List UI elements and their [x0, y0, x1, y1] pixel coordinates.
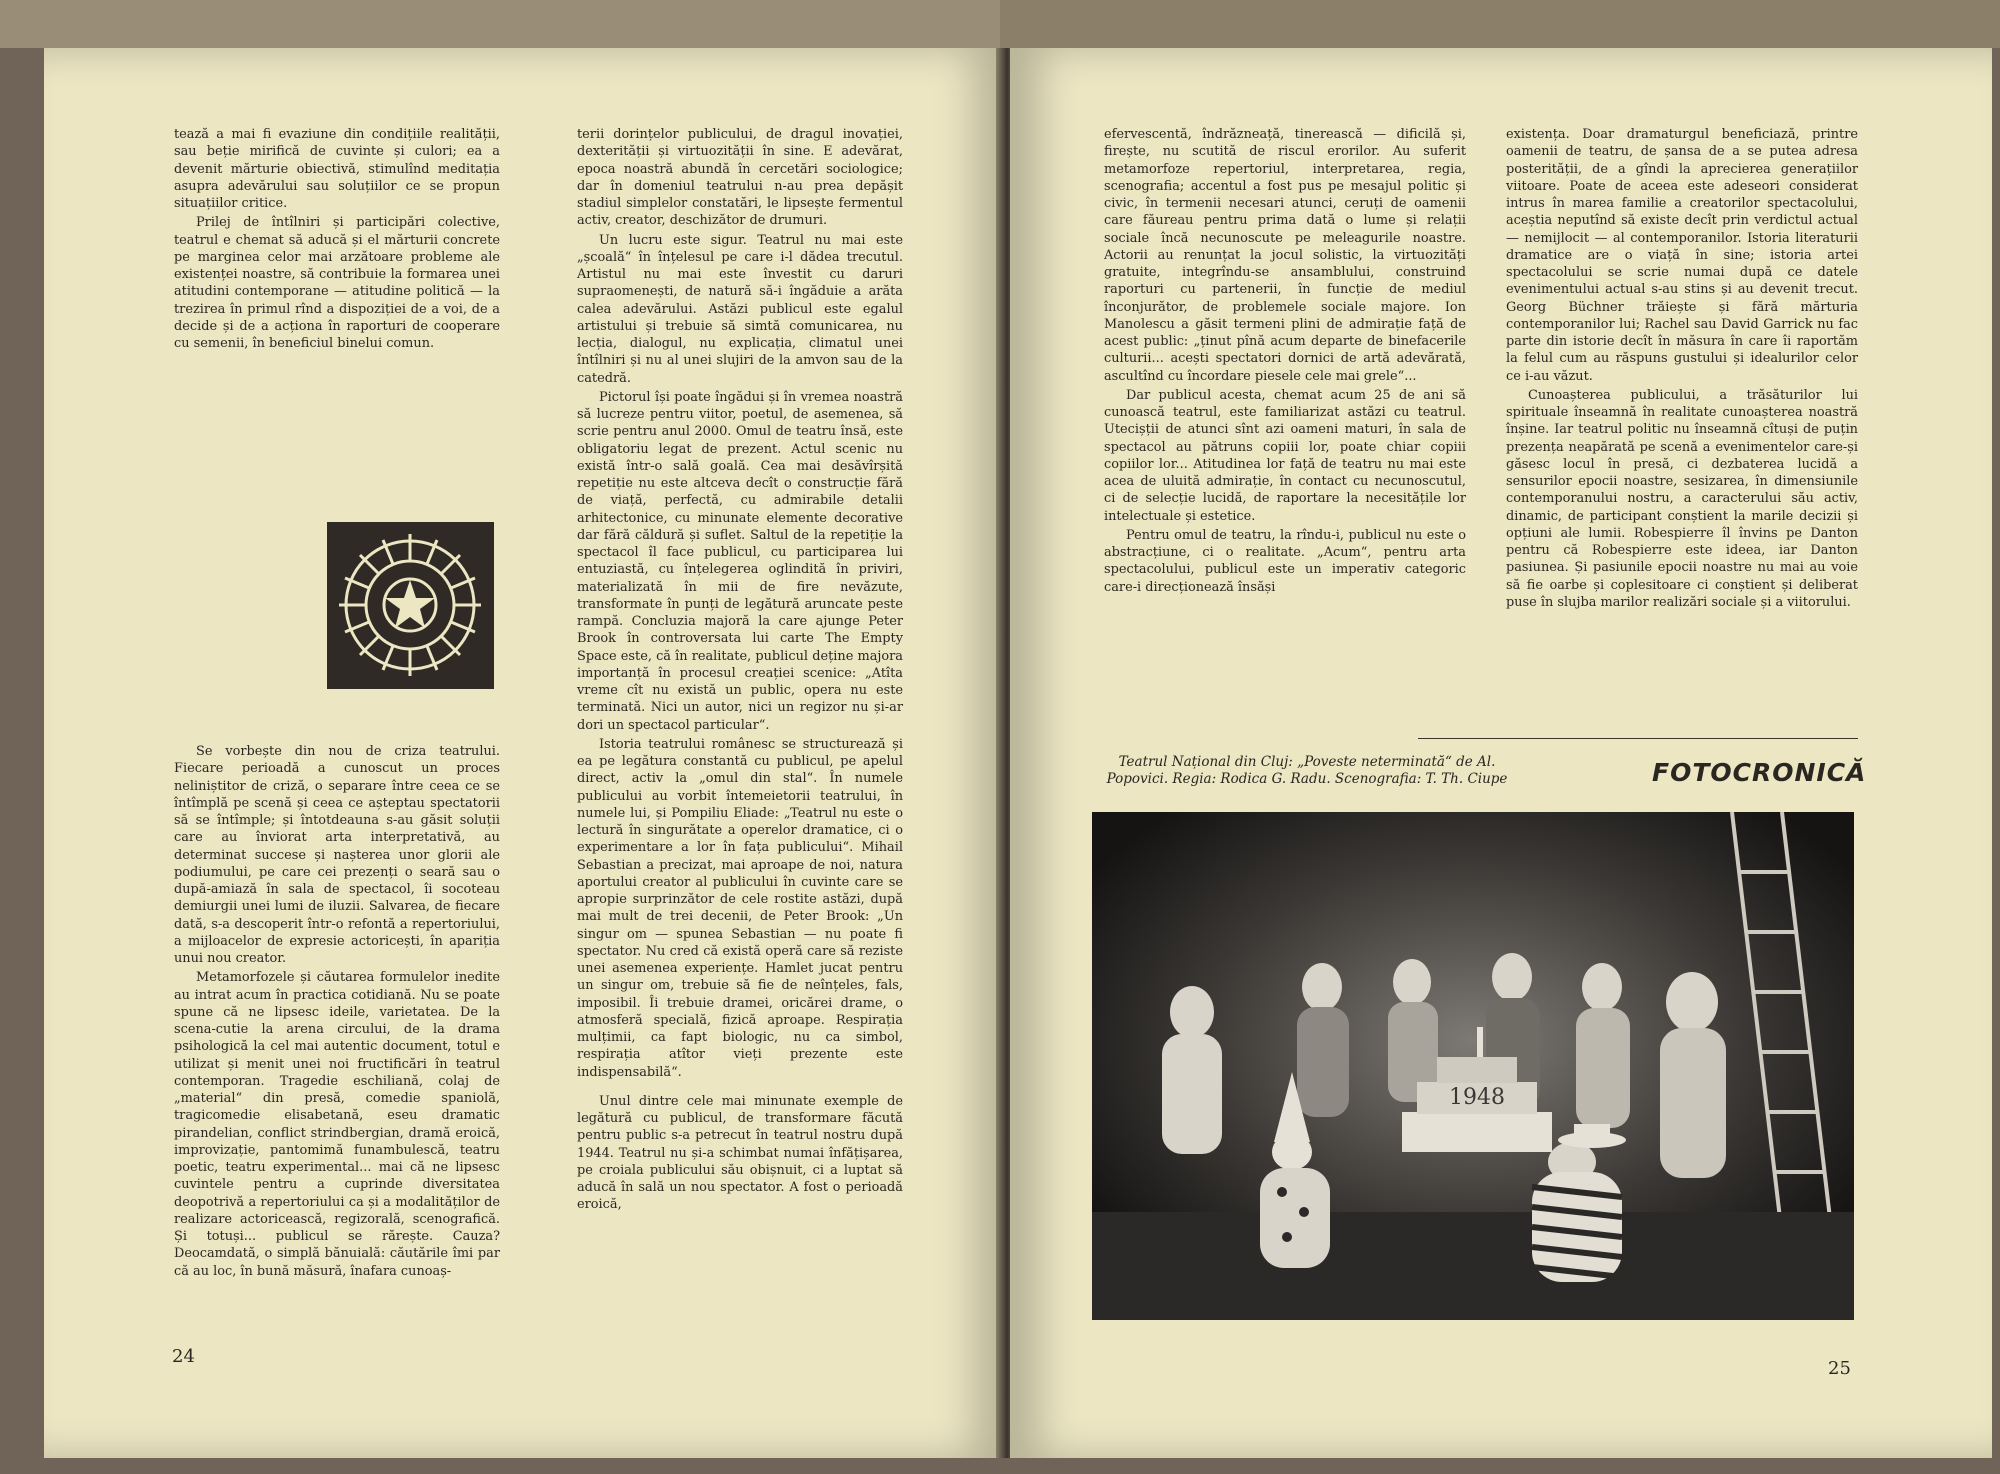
paragraph: tează a mai fi evaziune din condițiile realității, sau beție mirifică de cuvinte și culori; ea a devenit mărturie obiectivă, stimulînd meditația asupra adevărului sau soluțiilor ce se propun situațiilor critice.: [174, 127, 500, 211]
page-number-right: 25: [1828, 1358, 1851, 1379]
book-binding-left: [0, 0, 1000, 48]
theatre-stage-photo: [1092, 812, 1854, 1320]
left-col1-bottom: [174, 743, 500, 1280]
paragraph: Prilej de întîlniri și participări colective, teatrul e chemat să aducă și el mărturii concrete pe marginea celor mai arzătoare probleme ale existenței noastre, să contribuie la formarea unei atitudini contemporane — atitudine politică — la trezirea în primul rînd a dispoziției de a voi, de a decide și de a acționa în raporturi de cooperare cu semenii, în beneficiul binelui comun.: [174, 215, 500, 351]
paragraph: Pictorul își poate îngădui și în vremea noastră să lucreze pentru viitor, poetul, de asemenea, să scrie pentru anul 2000. Omul de teatru însă, este obligatoriu legat de prezent. Actul scenic nu există într-o sală goală. Cea mai desăvîrșită repetiție nu este altceva decît o construcție fără de viață, perfectă, cu admirabile detalii arhitectonice, cu minunate elemente decorative dar fără căldură și suflet. Saltul de la repetiție la spectacol îl face publicul, cu participarea lui entuziastă, cu înțelegerea oglindită în priviri, materializată în mii de fire nevăzute, transformate în punți de legătură aruncate peste rampă. Concluzia majoră la care ajunge Peter Brook în controversata lui carte The Empty Space este, că în realitate, publicul deține majora importanță în procesul creației scenice: „Atîta vreme cît nu există un public, opera nu este terminată. Nici un autor, nici un regizor nu și-ar dori un spectacol particular“.: [577, 389, 903, 733]
paragraph: Pentru omul de teatru, la rîndu-i, publicul nu este o abstracțiune, ci o realitate. „Acum“, pentru arta spectacolului, publicul este un imperativ categoric care-i direcționează însăși: [1104, 527, 1466, 595]
section-title: FOTOCRONICĂ: [1652, 758, 1867, 787]
left-page: [44, 48, 1004, 1458]
photo-caption: Teatrul Național din Cluj: „Poveste neterminată“ de Al. Popovici. Regia: Rodica G. Radu. Scenografia: T. Th. Ciupe: [1106, 754, 1508, 787]
paragraph: terii dorințelor publicului, de dragul inovației, dexterității și virtuozității în sine. E adevărat, epoca noastră abundă în cercetări sociologice; dar în domeniul teatrului n-au prea depășit stadiul simplelor constatări, le lipsește fermentul activ, creator, deschizător de drumuri.: [577, 127, 903, 229]
decorative-ornament: [327, 522, 494, 689]
right-col1: [1104, 126, 1466, 596]
star-ornament-icon: [327, 522, 494, 689]
paragraph: efervescentă, îndrăzneață, tinerească — dificilă și, firește, nu scutită de riscul erorilor. Au suferit metamorfoze repertoriul, interpretarea, regia, scenografia; accentul a fost pus pe mesajul politic și civic, în termenii necesari atunci, ceruți de oamenii care făureau pentru prima dată o lume și relații sociale încă necunoscute pe meleagurile noastre. Actorii au renunțat la jocul solistic, la virtuozități gratuite, integrîndu-se ansamblului, construind raporturi cu partenerii, în funcție de mediul înconjurător, de problemele sociale majore. Ion Manolescu a găsit termeni plini de admirație față de acest public: „ținut pînă acum departe de binefacerile culturii... acești spectatori dornici de artă adevărată, ascultînd cu încordare piesele cele mai grele“...: [1104, 127, 1466, 384]
paragraph: Cunoașterea publicului, a trăsăturilor lui spirituale înseamnă în realitate cunoașterea noastră înșine. Iar teatrul politic nu înseamnă cîtuși de puțin prezența neapărată pe scenă a evenimentelor care-și găsesc locul în presă, ci dezbaterea lucidă a sensurilor epocii noastre, sesizarea, în dimensiunile contemporanului nostru, a caracterului său activ, dinamic, de participant conștient la marile decizii și opțiuni ale lumii. Robespierre îl învins pe Danton pentru că Robespierre este ideea, iar Danton pasiunea. Și pasiunile epocii noastre nu mai au voie să fie oarbe și coplesitoare ci conștient și deliberat puse în slujba marilor realizări sociale și a viitorului.: [1506, 387, 1858, 610]
paragraph: Istoria teatrului românesc se structurează și ea pe legătura constantă cu publicul, pe apelul direct, activ la „omul din stal“. În numele publicului au vorbit întemeietorii teatrului, în numele lui, și Pompiliu Eliade: „Teatrul nu este o lectură în singurătate a operelor dramatice, ci o experimentare a lor în fața publicului“. Mihail Sebastian a precizat, mai aproape de noi, natura aportului creator al publicului în cuvinte care se apropie surprinzător de cele rostite astăzi, după mai mult de trei decenii, de Peter Brook: „Un singur om — spunea Sebastian — nu poate fi spectator. Nu cred că există operă care să reziste unei asemenea experiențe. Hamlet jucat pentru un singur om, trebuie să fie de neînțeles, fals, imposibil. Îi trebuie dramei, oricărei drame, o atmosferă specială, fizică aproape. Respirația mulțimii, ca fapt biologic, nu ca simbol, respirația atîtor vieți prezente este indispensabilă“.: [577, 736, 903, 1080]
paragraph: Se vorbește din nou de criza teatrului. Fiecare perioadă a cunoscut un proces neliniștitor de criză, o separare între ceea ce se întîmplă pe scenă și ceea ce așteptau spectatorii să se întîmple; și întotdeauna s-au găsit soluții care au înviorat arta interpretativă, au determinat succese și nașterea unor glorii ale podiumului, pe care cei prezenți o seară sau o după-amiază în sala de spectacol, îi socoteau demiurgii unei lumi de iluzii. Salvarea, de fiecare dată, s-a descoperit într-o refontă a repertoriului, a mijloacelor de expresie actoricești, în apariția unui nou creator.: [174, 744, 500, 966]
right-col2: [1506, 126, 1858, 611]
paragraph: existența. Doar dramaturgul beneficiază, printre oamenii de teatru, de șansa de a se putea adresa posterității, de a gîndi la aprecierea generațiilor viitoare. Poate de aceea este adeseori considerat intrus în marea familie a creatorilor spectacolului, aceștia neputînd să existe decît prin verdictul actual — nemijlocit — al contemporanilor. Istoria literaturii dramatice are o viață în sine; istoria artei spectacolului se scrie numai după ce datele evenimentului actual s-au stins și au devenit trecut. Georg Büchner trăiește și fără mărturia contemporanilor lui; Rachel sau David Garrick nu fac parte din istorie decît în măsura în care îi raportăm la felul cum au răspuns gustului și idealurilor celor ce i-au văzut.: [1506, 127, 1858, 384]
paragraph: Unul dintre cele mai minunate exemple de legătură cu publicul, de transformare făcută pentru public s-a petrecut în teatrul nostru după 1944. Teatrul nu și-a schimbat numai înfățișarea, pe croiala publicului său obișnuit, ci a luptat să aducă în sală un nou spectator. A fost o perioadă eroică,: [577, 1093, 903, 1213]
left-col2: [577, 126, 903, 1214]
paragraph: Un lucru este sigur. Teatrul nu mai este „școală“ în înțelesul pe care i-l dădea trecutul. Artistul nu mai este învestit cu daruri supraomenești, de natură să-i îngăduie a arăta calea adevărului. Astăzi publicul este egalul artistului și trebuie să simtă comunicarea, nu lecția, dialogul, nu explicația, climatul unei întîlniri și nu al unei slujiri de la amvon sau de la catedră.: [577, 232, 903, 386]
section-divider: [1418, 738, 1858, 739]
paragraph: Dar publicul acesta, chemat acum 25 de ani să cunoască teatrul, este familiarizat astăzi cu teatrul. Utecișții de atunci sînt azi oameni maturi, în sala de spectacol au pătruns copiii lor, poate chiar copiii copiilor lor... Atitudinea lor față de teatru nu mai este acea de uluită admirație, în contact cu necunoscutul, ci de selecție lucidă, de raportare la necesitățile lor intelectuale și estetice.: [1104, 387, 1466, 524]
paragraph: Metamorfozele și căutarea formulelor inedite au intrat acum în practica cotidiană. Nu se poate spune că ne lipsesc ideile, varietatea. De la scena-cutie la arena circului, de la drama psihologică la cel mai autentic document, totul e utilizat și menit unei noi fructificări în teatrul contemporan. Tragedie eschiliană, colaj de „material“ din presă, comedie spaniolă, tragicomedie elisabetană, eseu dramatic pirandelian, conflict strindbergian, dramă eroică, improvizație, pantomimă funambulescă, teatru poetic, teatru experimental... mai că ne lipsesc cuvintele pentru a cuprinde diversitatea deopotrivă a repertoriului ca și a modalităților de realizare actoricească, regizorală, scenografică. Și totuși... publicul se rărește. Cauza? Deocamdată, o simplă bănuială: căutările îmi par că au loc, în bună măsură, înafara cunoaș-: [174, 970, 500, 1279]
cake-year-label: 1948: [1449, 1085, 1505, 1110]
book-binding-right: [1000, 0, 2000, 48]
page-number-left: 24: [172, 1346, 195, 1367]
left-col1-top: [174, 126, 500, 352]
stage-scene-illustration: [1092, 812, 1854, 1320]
